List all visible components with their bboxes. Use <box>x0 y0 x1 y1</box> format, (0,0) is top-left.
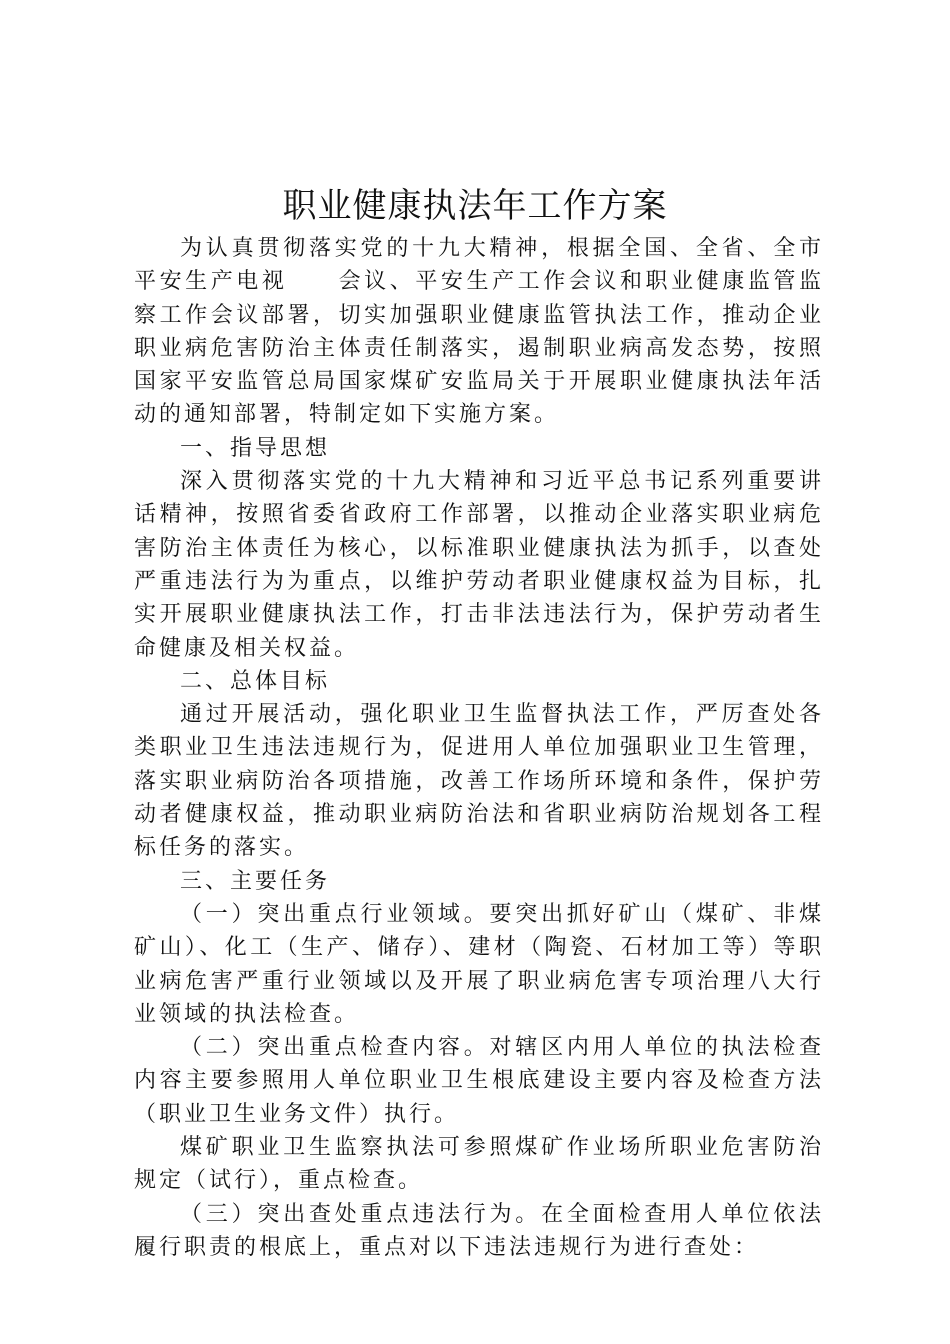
overall-goal-paragraph: 通过开展活动，强化职业卫生监督执法工作，严厉查处各类职业卫生违法违规行为，促进用人单位加强职业卫生管理，落实职业病防治各项措施，改善工作场所环境和条件，保护劳动者健康权益，推动职业病防治法和省职业病防治规划各工程标任务的落实。 <box>134 702 824 861</box>
task-item-2: （二）突出重点检查内容。对辖区内用人单位的执法检查内容主要参照用人单位职业卫生根底建设主要内容及检查方法（职业卫生业务文件）执行。 <box>134 1035 824 1127</box>
document-body <box>134 232 824 1264</box>
section-heading-main-tasks: 三、主要任务 <box>180 868 331 894</box>
intro-paragraph: 为认真贯彻落实党的十九大精神，根据全国、全省、全市平安生产电视 会议、平安生产工作会议和职业健康监管监察工作会议部署，切实加强职业健康监管执法工作，推动企业职业病危害防治主体责任制落实，遏制职业病高发态势，按照国家平安监管总局国家煤矿安监局关于开展职业健康执法年活动的通知部署，特制定如下实施方案。 <box>134 236 824 428</box>
task-item-3: （三）突出查处重点违法行为。在全面检查用人单位依法履行职责的根底上，重点对以下违法违规行为进行查处： <box>134 1201 824 1260</box>
document-title: 职业健康执法年工作方案 <box>282 186 668 226</box>
section-heading-guiding-ideology: 一、指导思想 <box>180 435 331 461</box>
section-heading-overall-goal: 二、总体目标 <box>180 668 331 694</box>
guiding-ideology-paragraph: 深入贯彻落实党的十九大精神和习近平总书记系列重要讲话精神，按照省委省政府工作部署，以推动企业落实职业病危害防治主体责任为核心，以标准职业健康执法为抓手，以查处严重违法行为为重点，以维护劳动者职业健康权益为目标，扎实开展职业健康执法工作，打击非法违法行为，保护劳动者生命健康及相关权益。 <box>134 469 824 661</box>
task-item-1: （一）突出重点行业领域。要突出抓好矿山（煤矿、非煤矿山）、化工（生产、储存）、建材（陶瓷、石材加工等）等职业病危害严重行业领域以及开展了职业病危害专项治理八大行业领域的执法检查。 <box>134 901 824 1027</box>
task-item-2-note: 煤矿职业卫生监察执法可参照煤矿作业场所职业危害防治规定（试行），重点检查。 <box>134 1135 824 1194</box>
